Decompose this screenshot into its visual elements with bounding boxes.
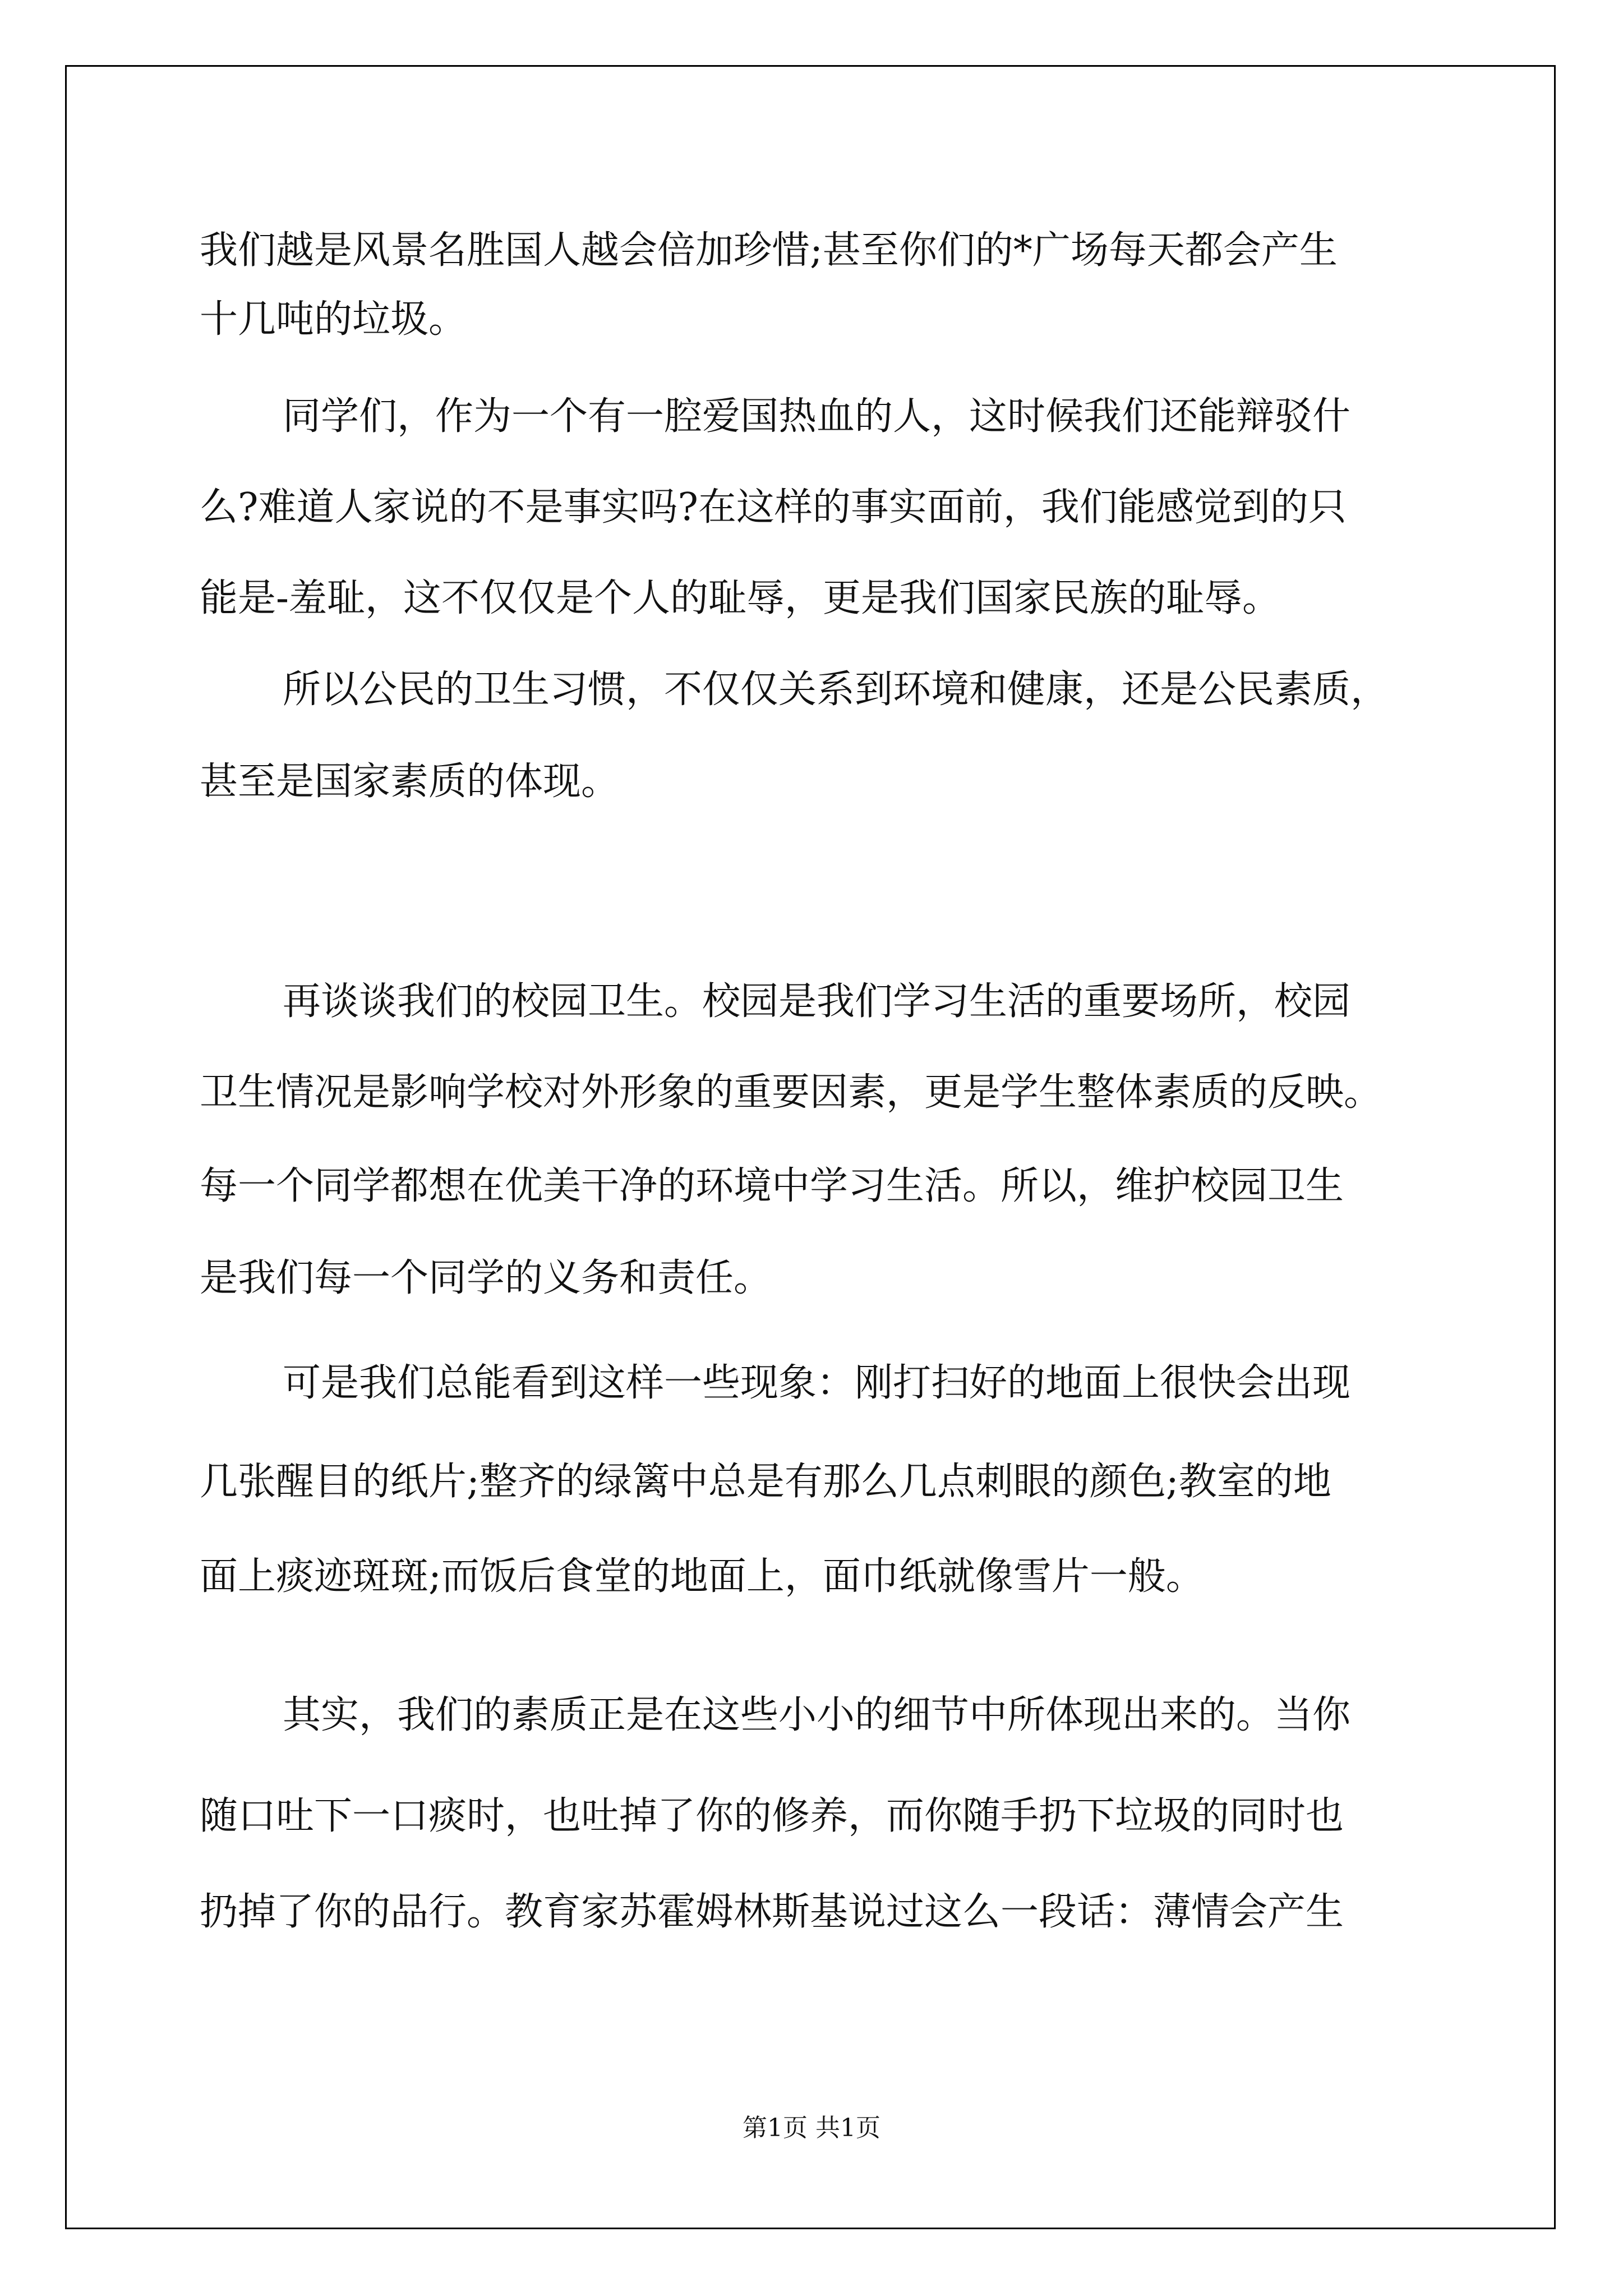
body-line: 面上痰迹斑斑;而饭后食堂的地面上，面巾纸就像雪片一般。 bbox=[200, 1554, 1204, 1599]
body-line: 十几吨的垃圾。 bbox=[200, 297, 467, 342]
body-line: 几张醒目的纸片;整齐的绿篱中总是有那么几点刺眼的颜色;教室的地 bbox=[200, 1460, 1331, 1504]
body-line: 是我们每一个同学的义务和责任。 bbox=[200, 1256, 772, 1300]
body-line: 可是我们总能看到这样一些现象：刚打扫好的地面上很快会出现 bbox=[283, 1361, 1351, 1405]
body-line: 能是-羞耻，这不仅仅是个人的耻辱，更是我们国家民族的耻辱。 bbox=[200, 576, 1280, 620]
body-line: 卫生情况是影响学校对外形象的重要因素，更是学生整体素质的反映。 bbox=[200, 1070, 1382, 1115]
body-line: 每一个同学都想在优美干净的环境中学习生活。所以，维护校园卫生 bbox=[200, 1164, 1344, 1208]
body-line: 同学们，作为一个有一腔爱国热血的人，这时候我们还能辩驳什 bbox=[283, 394, 1351, 439]
body-line: 扔掉了你的品行。教育家苏霍姆林斯基说过这么一段话：薄情会产生 bbox=[200, 1890, 1344, 1934]
body-line: 随口吐下一口痰时，也吐掉了你的修养，而你随手扔下垃圾的同时也 bbox=[200, 1794, 1344, 1838]
body-line: 再谈谈我们的校园卫生。校园是我们学习生活的重要场所，校园 bbox=[283, 979, 1351, 1024]
body-line: 甚至是国家素质的体现。 bbox=[200, 760, 620, 804]
body-line: 所以公民的卫生习惯，不仅仅关系到环境和健康，还是公民素质， bbox=[283, 668, 1389, 712]
page-number: 第1页 共1页 bbox=[743, 2114, 880, 2142]
body-line: 我们越是风景名胜国人越会倍加珍惜;甚至你们的*广场每天都会产生 bbox=[200, 228, 1338, 273]
body-line: 么?难道人家说的不是事实吗?在这样的事实面前，我们能感觉到的只 bbox=[200, 485, 1347, 530]
body-line: 其实，我们的素质正是在这些小小的细节中所体现出来的。当你 bbox=[283, 1693, 1351, 1737]
